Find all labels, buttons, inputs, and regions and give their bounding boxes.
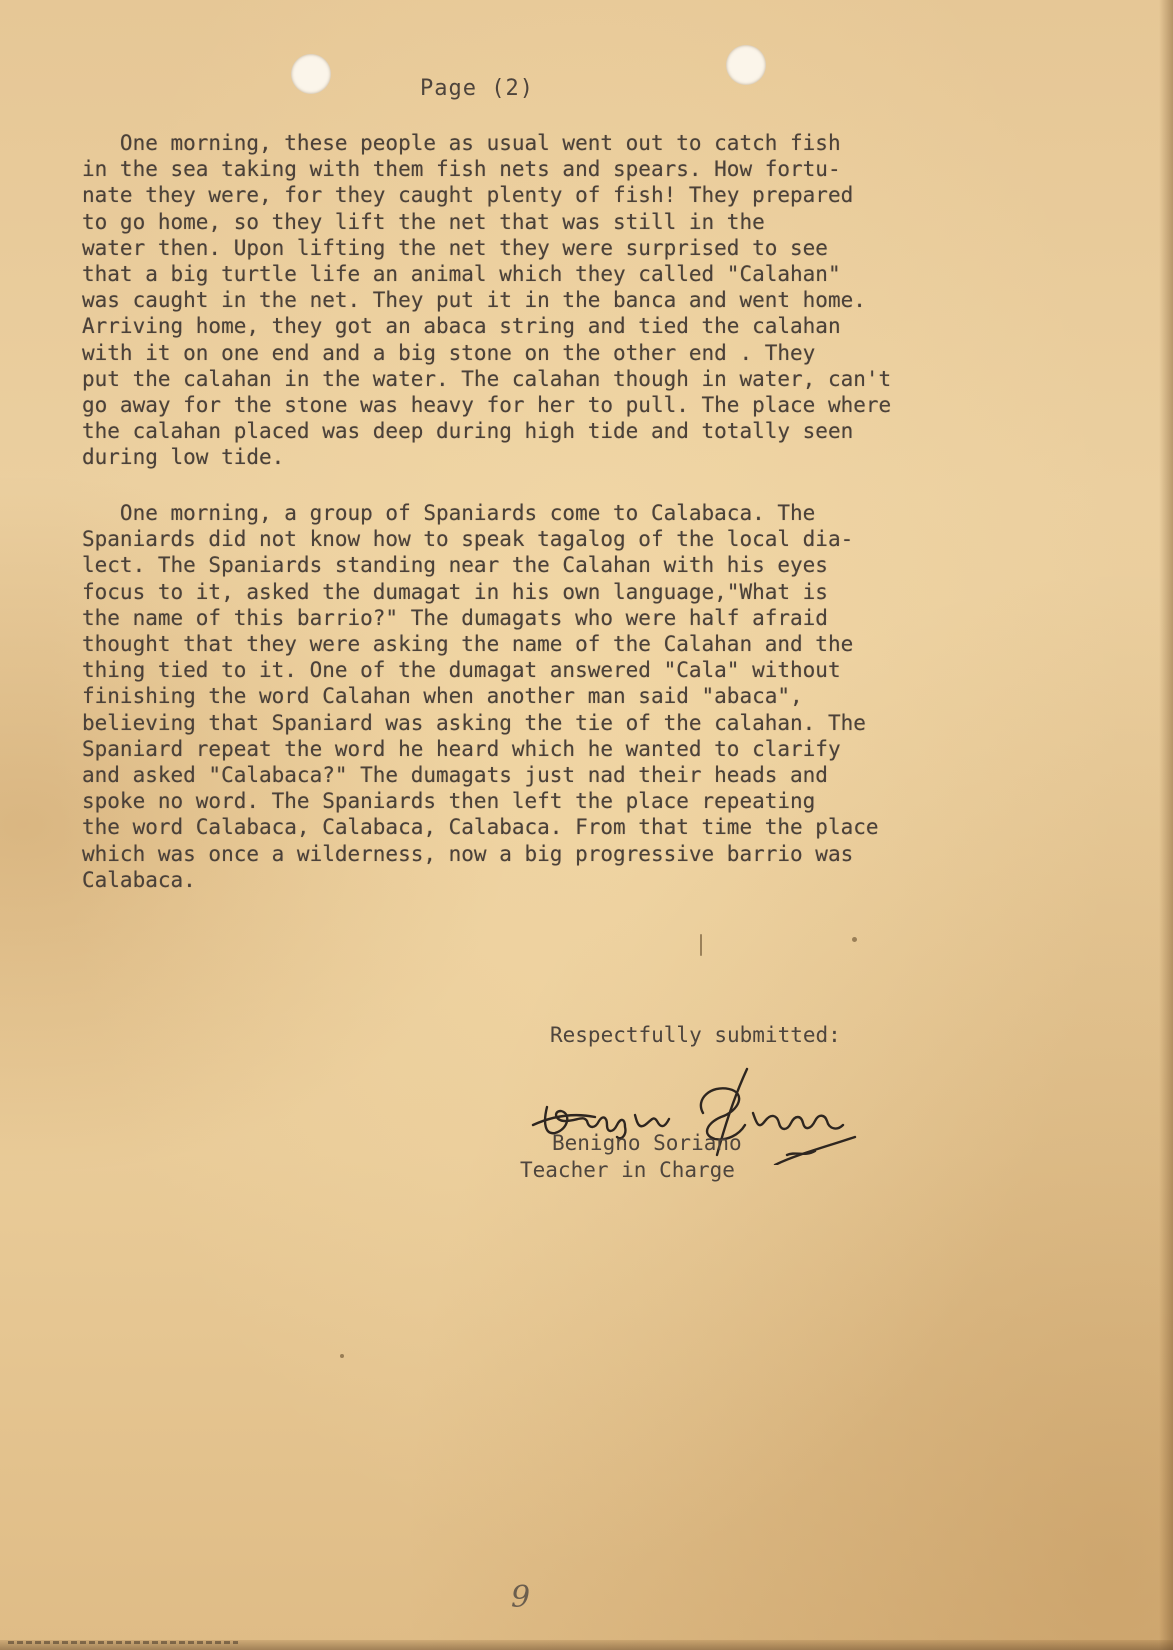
handwritten-page-number: 9 (511, 1580, 531, 1615)
paper-mark (700, 934, 702, 956)
closing-line: Respectfully submitted: (550, 1023, 841, 1047)
body-paragraph: One morning, a group of Spaniards come to Calabaca. The Spaniards did not know how to speak tagalog of the local dia- lect. The Spaniards standing near the Calahan with his eyes focus to it, asked the dumagat in his own language,"What is the name of this barrio?" The dumagats who were half afraid thought that they were asking the name of the Calahan and the thing tied to it. One of the dumagat answered "Cala" without finishing the word Calahan when another man said "abaca", believing that Spaniard was asking the tie of the calahan. The Spaniard repeat the word he heard which he wanted to clarify and asked "Calabaca?" The dumagats just nad their heads and spoke no word. The Spaniards then left the place repeating the word Calabaca, Calabaca, Calabaca. From that time the place which was once a wilderness, now a big progressive barrio was Calabaca. (82, 501, 879, 892)
body-paragraph: One morning, these people as usual went out to catch fish in the sea taking with them fish nets and spears. How fortu- nate they were, for they caught plenty of fish! They prepared to go home, so they lift the net that was still in the water then. Upon lifting the net they were surprised to see that a big turtle life an animal which they called "Calahan" was caught in the net. They put it in the banca and went home. Arriving home, they got an abaca string and tied the calahan with it on one end and a big stone on the other end . They put the calahan in the water. The calahan though in water, can't go away for the stone was heavy for her to pull. The place where the calahan placed was deep during high tide and totally seen during low tide. (82, 131, 892, 470)
page-header: Page (2) (420, 76, 534, 101)
punch-hole (291, 54, 331, 94)
punch-hole (726, 45, 766, 85)
signer-title: Teacher in Charge (520, 1158, 735, 1182)
signer-name: Benigno Soriano (552, 1131, 742, 1155)
paper-speck (852, 937, 857, 942)
paper-speck (340, 1354, 344, 1358)
printer-imprint-mark (8, 1641, 238, 1644)
page-edge-shadow (1159, 0, 1173, 1650)
